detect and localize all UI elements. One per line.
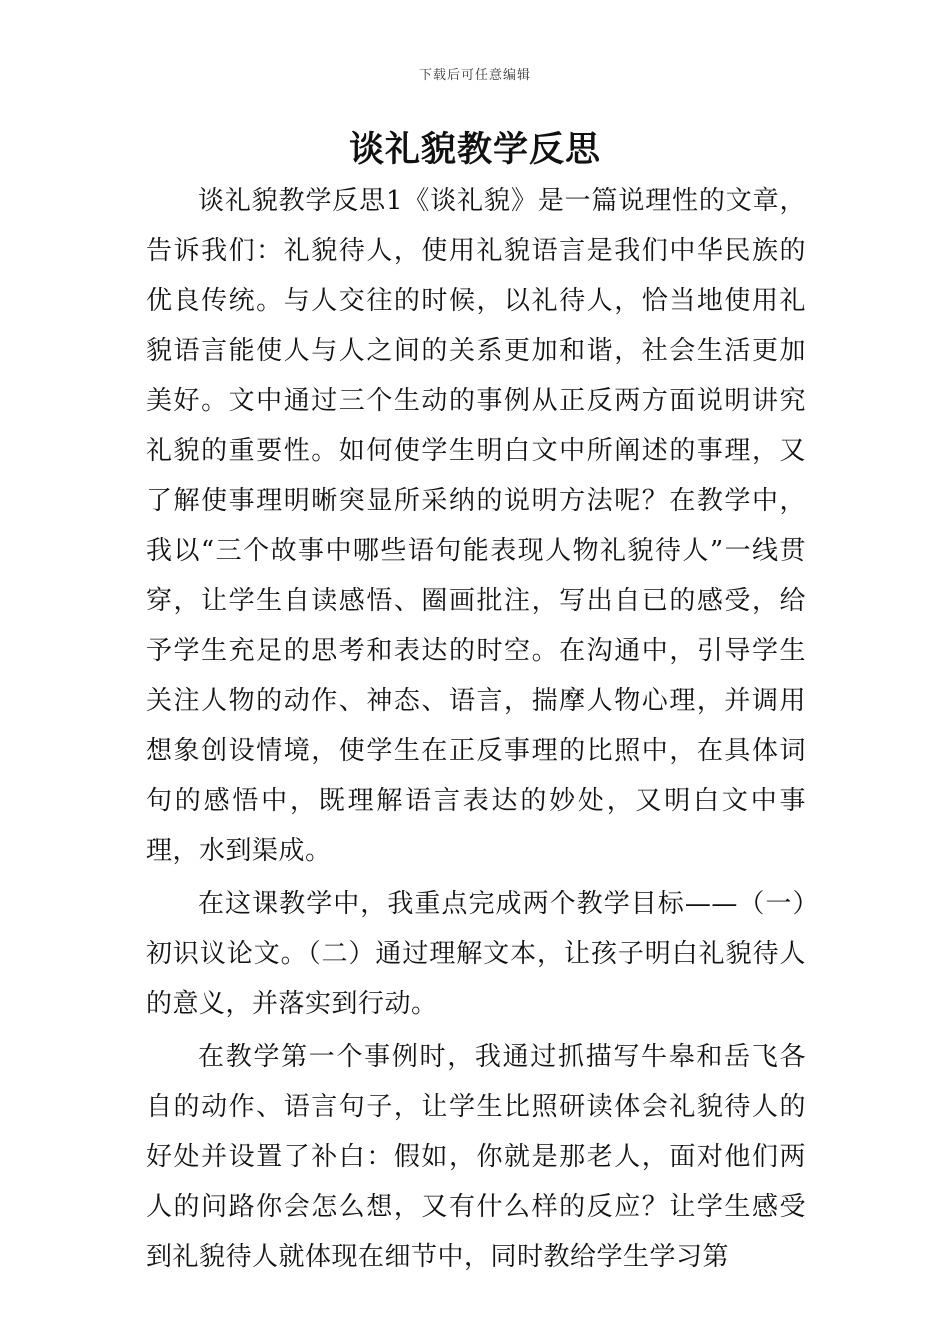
header-note: 下载后可任意编辑: [418, 68, 531, 83]
document-body: [146, 176, 806, 1285]
document-title: 谈礼貌教学反思: [348, 130, 601, 170]
paragraph-1: 谈礼貌教学反思1《谈礼貌》是一篇说理性的文章，告诉我们：礼貌待人，使用礼貌语言是我们中华民族的优良传统。与人交往的时候，以礼待人，恰当地使用礼貌语言能使人与人之间的关系更加和谐，社会生活更加美好。文中通过三个生动的事例从正反两方面说明讲究礼貌的重要性。如何使学生明白文中所阐述的事理，又了解使事理明晰突显所采纳的说明方法呢？在教学中，我以“三个故事中哪些语句能表现人物礼貌待人”一线贯穿，让学生自读感悟、圈画批注，写出自已的感受，给予学生充足的思考和表达的时空。在沟通中，引导学生关注人物的动作、神态、语言，揣摩人物心理，并调用想象创设情境，使学生在正反事理的比照中，在具体词句的感悟中，既理解语言表达的妙处，又明白文中事理，水到渠成。: [146, 186, 806, 866]
paragraph-2: 在这课教学中，我重点完成两个教学目标——（一）初识议论文。（二）通过理解文本，让孩子明白礼貌待人的意义，并落实到行动。: [146, 889, 806, 1019]
paragraph-3: 在教学第一个事例时，我通过抓描写牛皋和岳飞各自的动作、语言句子，让学生比照研读体会礼貌待人的好处并设置了补白：假如，你就是那老人，面对他们两人的问路你会怎么想，又有什么样的反应？让学生感受到礼貌待人就体现在细节中，同时教给学生学习第: [146, 1042, 806, 1272]
